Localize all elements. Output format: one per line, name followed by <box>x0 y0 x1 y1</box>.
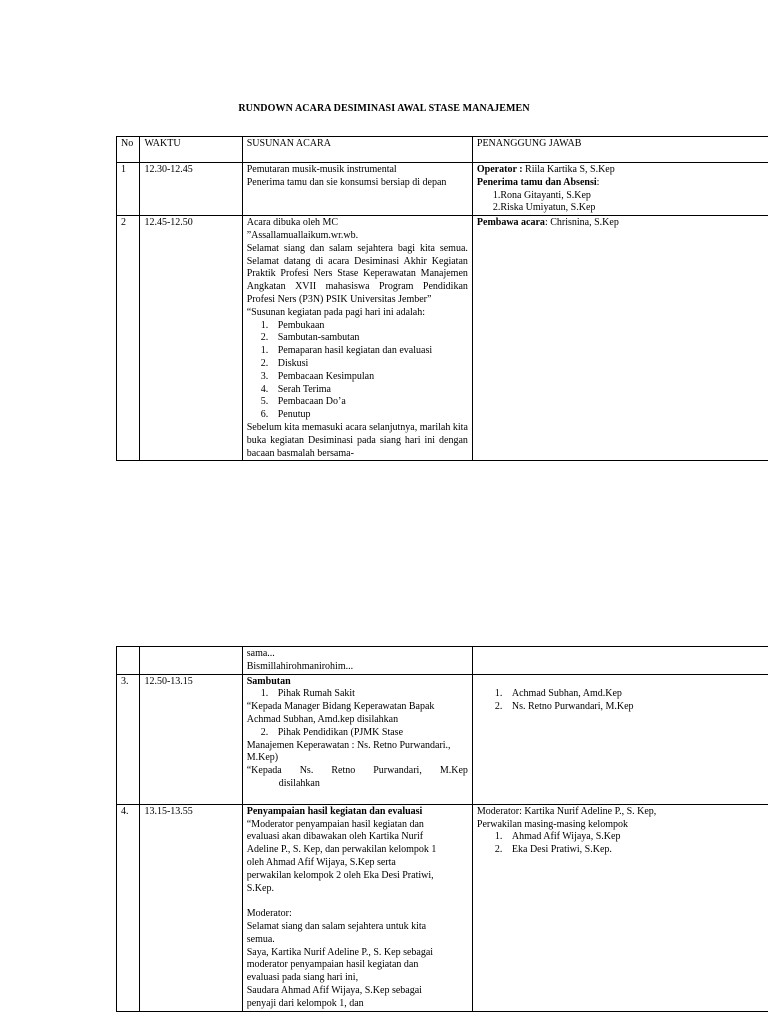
row-agenda <box>242 674 472 804</box>
agenda-item <box>247 688 468 701</box>
moderator-responsible: Moderator: Kartika Nurif Adeline P., S. Kep, <box>476 805 657 817</box>
agenda-item <box>247 409 468 422</box>
header-susunan-acara: SUSUNAN ACARA <box>242 137 472 163</box>
agenda-item-text: Pihak Pendidikan (PJMK Stase <box>277 726 404 738</box>
penerima-item: 1.Rona Gitayanti, S.Kep <box>492 189 591 201</box>
agenda-line: Penerima tamu dan sie konsumsi bersiap di depan <box>246 176 447 188</box>
responsible-item <box>477 831 768 844</box>
rundown-table-part1 <box>116 136 768 461</box>
agenda-item-text: Penutup <box>277 409 311 421</box>
pembawa-value: : Chrisnina, S.Kep <box>544 217 619 229</box>
operator-label: Operator : <box>476 164 523 175</box>
pembawa-label: Pembawa acara <box>476 217 545 229</box>
body-line: Adeline P., S. Kep, dan perwakilan kelompok 1 <box>246 844 437 856</box>
agenda-item-number: 4. <box>260 383 269 395</box>
row-time: 12.50-13.15 <box>140 674 242 804</box>
agenda-item-text: Pembacaan Kesimpulan <box>277 370 375 382</box>
penerima-colon: : <box>596 176 600 188</box>
basmalah-line: Bismillahirohmanirohim... <box>246 660 354 672</box>
agenda-item <box>247 332 468 345</box>
row-number: 4. <box>117 804 140 1011</box>
agenda-item-number: 2. <box>260 726 269 738</box>
responsible-item <box>477 844 768 857</box>
presentation-heading: Penyampaian hasil kegiatan dan evaluasi <box>246 805 423 817</box>
welcome-paragraph: Selamat siang dan salam sejahtera bagi kita semua. Selamat datang di acara Desiminasi Akhir Kegiatan Praktik Profesi Ners Stase Keperawatan Manajemen Angkatan XVII mahasiswa Program Pendidikan Profesi Ners (P3N) PSIK Universitas Jember” <box>246 242 468 305</box>
penerima-line <box>477 177 768 190</box>
row-number: 3. <box>117 674 140 804</box>
header-waktu: WAKTU <box>140 137 242 163</box>
body-line: perwakilan kelompok 2 oleh Eka Desi Pratiwi, <box>246 869 434 881</box>
row-time: 12.45-12.50 <box>140 216 242 461</box>
susunan-intro: “Susunan kegiatan pada pagi hari ini adalah: <box>246 306 426 318</box>
agenda-item-number: 1. <box>260 688 269 700</box>
responsible-item-text: Ns. Retno Purwandari, M.Kep <box>511 701 634 713</box>
body-line: Saudara Ahmad Afif Wijaya, S.Kep sebagai <box>246 984 422 996</box>
body-line: Selamat siang dan salam sejahtera untuk kita <box>246 920 427 932</box>
agenda-item-text: Pihak Rumah Sakit <box>277 688 355 700</box>
body-line: Saya, Kartika Nurif Adeline P., S. Kep sebagai <box>246 946 434 958</box>
responsible-item <box>477 701 768 714</box>
row-time <box>140 647 242 675</box>
row-responsible <box>472 674 768 804</box>
agenda-item-number: 3. <box>260 370 269 382</box>
agenda-item <box>247 727 468 740</box>
continuation-line: sama... <box>246 648 275 659</box>
body-line: S.Kep. <box>246 882 274 894</box>
responsible-item-text: Ahmad Afif Wijaya, S.Kep <box>511 831 621 843</box>
row-responsible <box>472 163 768 216</box>
sambutan-heading: Sambutan <box>246 675 291 687</box>
table-header-row <box>117 137 768 163</box>
salam-line: ”Assallamuallaikum.wr.wb. <box>246 229 359 241</box>
agenda-line: Pemutaran musik-musik instrumental <box>246 164 397 175</box>
row-responsible <box>472 804 768 1011</box>
row-agenda <box>242 647 472 675</box>
agenda-item-continued: Manajemen Keperawatan : Ns. Retno Purwandari., M.Kep) <box>246 739 451 764</box>
body-line: oleh Ahmad Afif Wijaya, S.Kep serta <box>246 856 396 868</box>
document-title: RUNDOWN ACARA DESIMINASI AWAL STASE MANAJEMEN <box>238 103 530 114</box>
opening-line: Acara dibuka oleh MC <box>246 217 339 229</box>
body-line: evaluasi pada siang hari ini, <box>246 972 359 984</box>
responsible-item <box>477 688 768 701</box>
body-line: penyaji dari kelompok 1, dan <box>246 997 364 1009</box>
row-responsible <box>472 647 768 675</box>
agenda-item <box>247 345 468 358</box>
header-no: No <box>117 137 140 163</box>
body-line: semua. <box>246 933 275 945</box>
table-row <box>117 674 768 804</box>
body-line: evaluasi akan dibawakan oleh Kartika Nurif <box>246 831 424 843</box>
row-number: 2 <box>117 216 140 461</box>
responsible-item-text: Achmad Subhan, Amd.Kep <box>511 688 622 700</box>
operator-line <box>477 164 768 177</box>
quote-line: disilahkan <box>278 777 320 789</box>
agenda-item-number: 6. <box>260 409 269 421</box>
moderator-label: Moderator: <box>246 908 292 920</box>
table-row <box>117 163 768 216</box>
agenda-item <box>247 396 468 409</box>
agenda-item <box>247 384 468 397</box>
header-penanggung-jawab: PENANGGUNG JAWAB <box>472 137 768 163</box>
body-line: “Moderator penyampaian hasil kegiatan dan <box>246 818 424 830</box>
responsible-item-number: 1. <box>494 831 503 843</box>
penerima-label: Penerima tamu dan Absensi <box>476 176 597 188</box>
responsible-item-number: 2. <box>494 701 503 713</box>
responsible-item-number: 2. <box>494 844 503 856</box>
agenda-item-text: Diskusi <box>277 357 309 369</box>
agenda-item-number: 2. <box>260 357 269 369</box>
agenda-item <box>247 320 468 333</box>
agenda-item-number: 5. <box>260 396 269 408</box>
quote-line: “Kepada Ns. Retno Purwandari, M.Kep <box>246 765 468 777</box>
responsible-item-text: Eka Desi Pratiwi, S.Kep. <box>511 844 612 856</box>
row-number <box>117 647 140 675</box>
agenda-item-number: 1. <box>260 319 269 331</box>
agenda-item-text: Pemaparan hasil kegiatan dan evaluasi <box>277 345 433 357</box>
penerima-item: 2.Riska Umiyatun, S.Kep <box>492 202 596 214</box>
operator-value: Riila Kartika S, S.Kep <box>522 164 615 175</box>
row-number: 1 <box>117 163 140 216</box>
quote-line: “Kepada Manager Bidang Keperawatan Bapak <box>246 701 435 713</box>
table-row <box>117 647 768 675</box>
agenda-item-number: 2. <box>260 332 269 344</box>
closing-paragraph: Sebelum kita memasuki acara selanjutnya, marilah kita buka kegiatan Desiminasi pada siang hari ini dengan bacaan basmalah bersama- <box>246 421 468 459</box>
pembawa-line <box>477 217 768 230</box>
row-agenda <box>242 804 472 1011</box>
row-responsible <box>472 216 768 461</box>
table-row <box>117 216 768 461</box>
agenda-item-text: Sambutan-sambutan <box>277 332 360 344</box>
perwakilan-line: Perwakilan masing-masing kelompok <box>476 818 628 830</box>
responsible-item-number: 1. <box>494 688 503 700</box>
body-line: moderator penyampaian hasil kegiatan dan <box>246 959 419 971</box>
quote-line: Achmad Subhan, Amd.kep disilahkan <box>246 713 399 725</box>
agenda-item <box>247 358 468 371</box>
row-time: 13.15-13.55 <box>140 804 242 1011</box>
row-agenda <box>242 216 472 461</box>
table-row <box>117 804 768 1011</box>
row-agenda <box>242 163 472 216</box>
agenda-item-text: Pembukaan <box>277 319 325 331</box>
agenda-item-text: Pembacaan Do’a <box>277 396 346 408</box>
agenda-item <box>247 371 468 384</box>
agenda-item-text: Serah Terima <box>277 383 331 395</box>
agenda-item-number: 1. <box>260 345 269 357</box>
rundown-table-part2 <box>116 646 768 1012</box>
row-time: 12.30-12.45 <box>140 163 242 216</box>
